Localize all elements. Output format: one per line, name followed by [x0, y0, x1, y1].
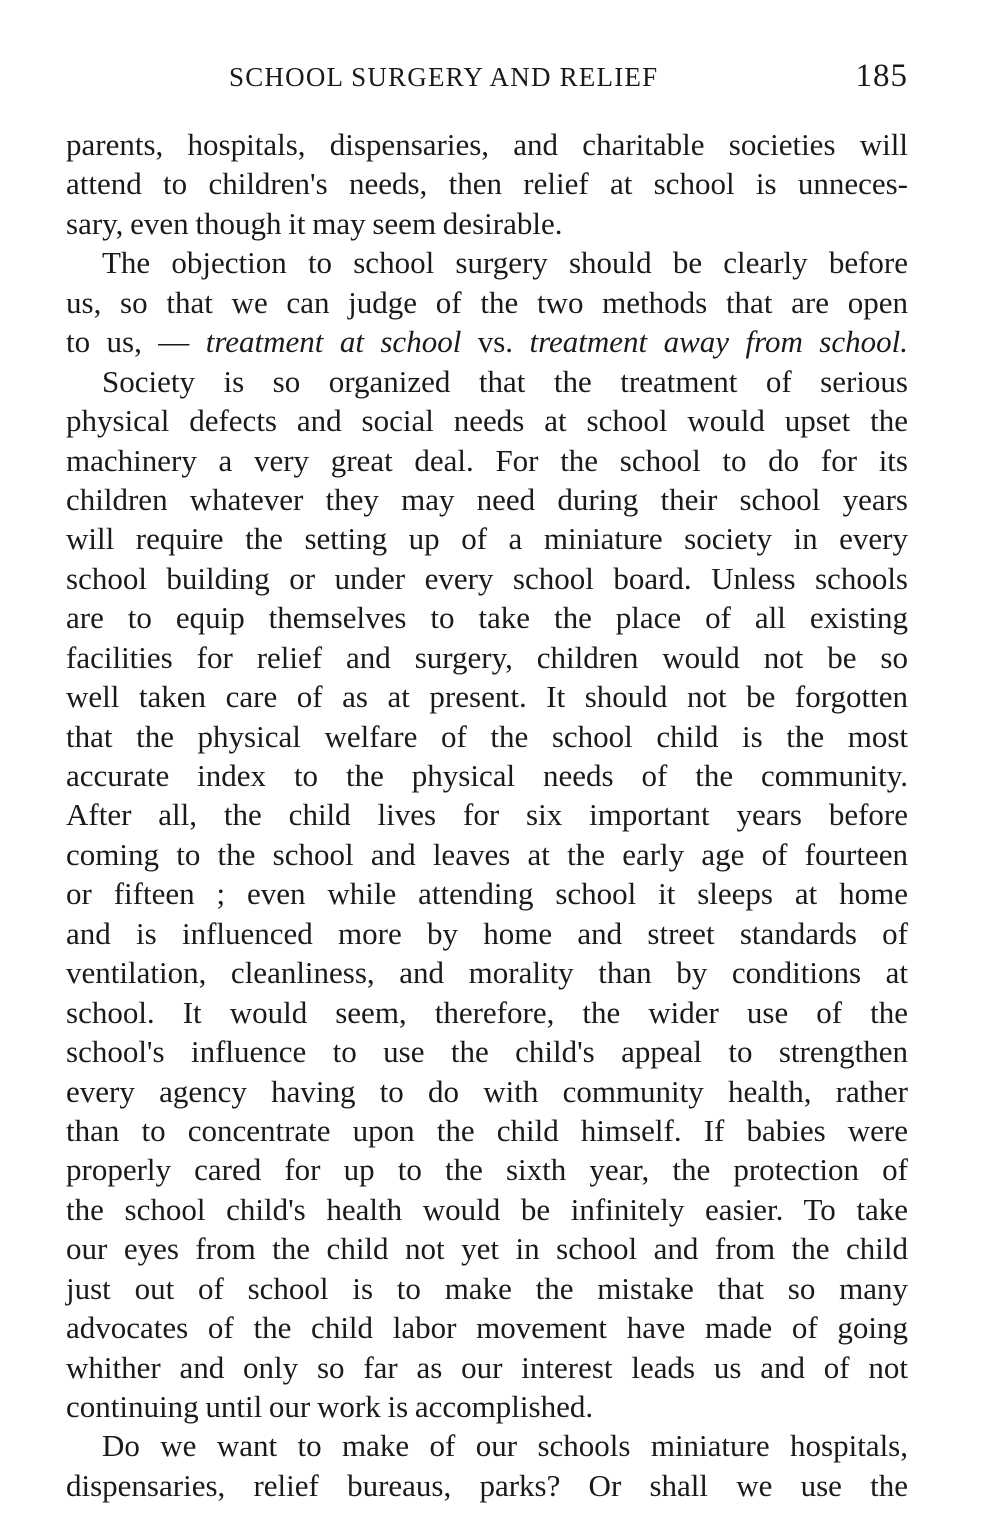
text-line: continuing until our work is accomplished. — [66, 1389, 594, 1424]
text-line: After all, the child lives for six important years before — [66, 797, 908, 833]
text-line: facilities for relief and surgery, children would not be so — [66, 639, 908, 675]
running-head — [66, 58, 908, 98]
text-line: The objection to school surgery should be clearly before — [102, 245, 908, 281]
text-line: than to concentrate upon the child himself. If babies were — [66, 1112, 908, 1148]
text-line: physical defects and social needs at school would upset the — [66, 403, 908, 439]
emphasis-treatment-away: treatment away from school. — [529, 324, 908, 360]
text-line: that the physical welfare of the school child is the most — [66, 718, 908, 754]
text-line: parents, hospitals, dispensaries, and charitable societies will — [66, 127, 908, 162]
text-line-with-emphasis — [66, 322, 908, 361]
text-line: ventilation, cleanliness, and morality than by conditions at — [66, 955, 908, 991]
text-line: school. It would seem, therefore, the wider use of the — [66, 994, 908, 1030]
line-prefix: to us, — — [66, 324, 206, 360]
text-line: us, so that we can judge of the two methods that are open — [66, 284, 908, 320]
text-line: attend to children's needs, then relief at school is unneces- — [66, 166, 908, 202]
text-line: accurate index to the physical needs of the community. — [66, 758, 908, 793]
text-line: and is influenced more by home and street standards of — [66, 915, 908, 951]
text-line: Society is so organized that the treatment of serious — [102, 363, 908, 399]
text-line: are to equip themselves to take the place of all existing — [66, 600, 908, 636]
text-line: coming to the school and leaves at the early age of fourteen — [66, 836, 908, 872]
text-line: properly cared for up to the sixth year, the protection of — [66, 1152, 908, 1188]
text-line: every agency having to do with community health, rather — [66, 1073, 908, 1109]
text-line: Do we want to make of our schools miniature hospitals, — [102, 1428, 908, 1464]
text-line: school building or under every school board. Unless schools — [66, 560, 908, 596]
text-line: our eyes from the child not yet in school and from the child — [66, 1231, 908, 1267]
text-line: or fifteen ; even while attending school it sleeps at home — [66, 876, 908, 912]
page-number: 185 — [855, 58, 908, 94]
versus-text: vs. — [461, 324, 530, 360]
text-line: children whatever they may need during their school years — [66, 481, 908, 517]
text-line: machinery a very great deal. For the school to do for its — [66, 442, 908, 478]
body-text — [66, 125, 908, 1505]
text-line: school's influence to use the child's appeal to strengthen — [66, 1034, 908, 1070]
text-line: will require the setting up of a miniature society in every — [66, 521, 908, 557]
text-line: whither and only so far as our interest leads us and of not — [66, 1349, 908, 1385]
text-line: advocates of the child labor movement have made of going — [66, 1310, 908, 1346]
text-line: the school child's health would be infinitely easier. To take — [66, 1191, 908, 1227]
text-line: dispensaries, relief bureaus, parks? Or shall we use the — [66, 1467, 908, 1503]
text-line: sary, even though it may seem desirable. — [66, 205, 563, 241]
running-title: SCHOOL SURGERY AND RELIEF — [229, 62, 659, 92]
emphasis-treatment-at-school: treatment at school — [205, 324, 462, 360]
text-line: well taken care of as at present. It should not be forgotten — [66, 679, 908, 715]
text-line: just out of school is to make the mistake that so many — [66, 1270, 908, 1306]
